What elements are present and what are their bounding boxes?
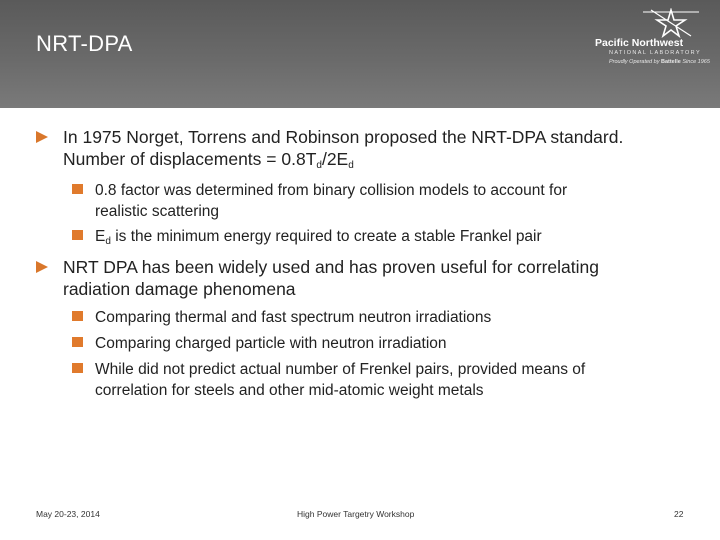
slide-header	[0, 0, 720, 108]
logo-tagline: Proudly Operated by Battelle Since 1965	[609, 59, 710, 65]
square-bullet-icon	[72, 363, 83, 373]
sub-bullet-text: $E_d$ is the minimum energy required to create a stable Frankel pair	[95, 228, 542, 247]
sub-bullet-text: Comparing thermal and fast spectrum neutron irradiations	[95, 309, 492, 326]
sub-bullet-text: 0.8 factor was determined from binary collision models to account for realistic scattering	[95, 182, 568, 220]
sub-bullet-text: While did not predict actual number of Frenkel pairs, provided means of correlation for steels and other mid-atomic weight metals	[95, 361, 586, 399]
sub-bullet-text: Comparing charged particle with neutron irradiation	[95, 335, 447, 352]
footer-date: May 20-23, 2014	[36, 509, 100, 519]
square-bullet-icon	[72, 311, 83, 321]
square-bullet-icon	[72, 230, 83, 240]
logo-subtitle: NATIONAL LABORATORY	[609, 50, 702, 56]
pnnl-logo	[595, 8, 715, 74]
bullet-text: In 1975 Norget, Torrens and Robinson proposed the NRT-DPA standard. Number of displacements = $0.8T_d/2E_d$	[63, 127, 624, 171]
arrow-bullet-icon	[36, 131, 48, 143]
slide-title: NRT-DPA	[36, 31, 133, 56]
square-bullet-icon	[72, 184, 83, 194]
pnnl-star-logo-icon	[641, 8, 701, 38]
bullet-text: NRT DPA has been widely used and has proven useful for correlating radiation damage phenomena	[63, 257, 600, 299]
logo-name: Pacific Northwest	[595, 37, 684, 49]
arrow-bullet-icon	[36, 261, 48, 273]
footer-page-number: 22	[674, 509, 684, 519]
square-bullet-icon	[72, 337, 83, 347]
footer-event: High Power Targetry Workshop	[297, 509, 415, 519]
